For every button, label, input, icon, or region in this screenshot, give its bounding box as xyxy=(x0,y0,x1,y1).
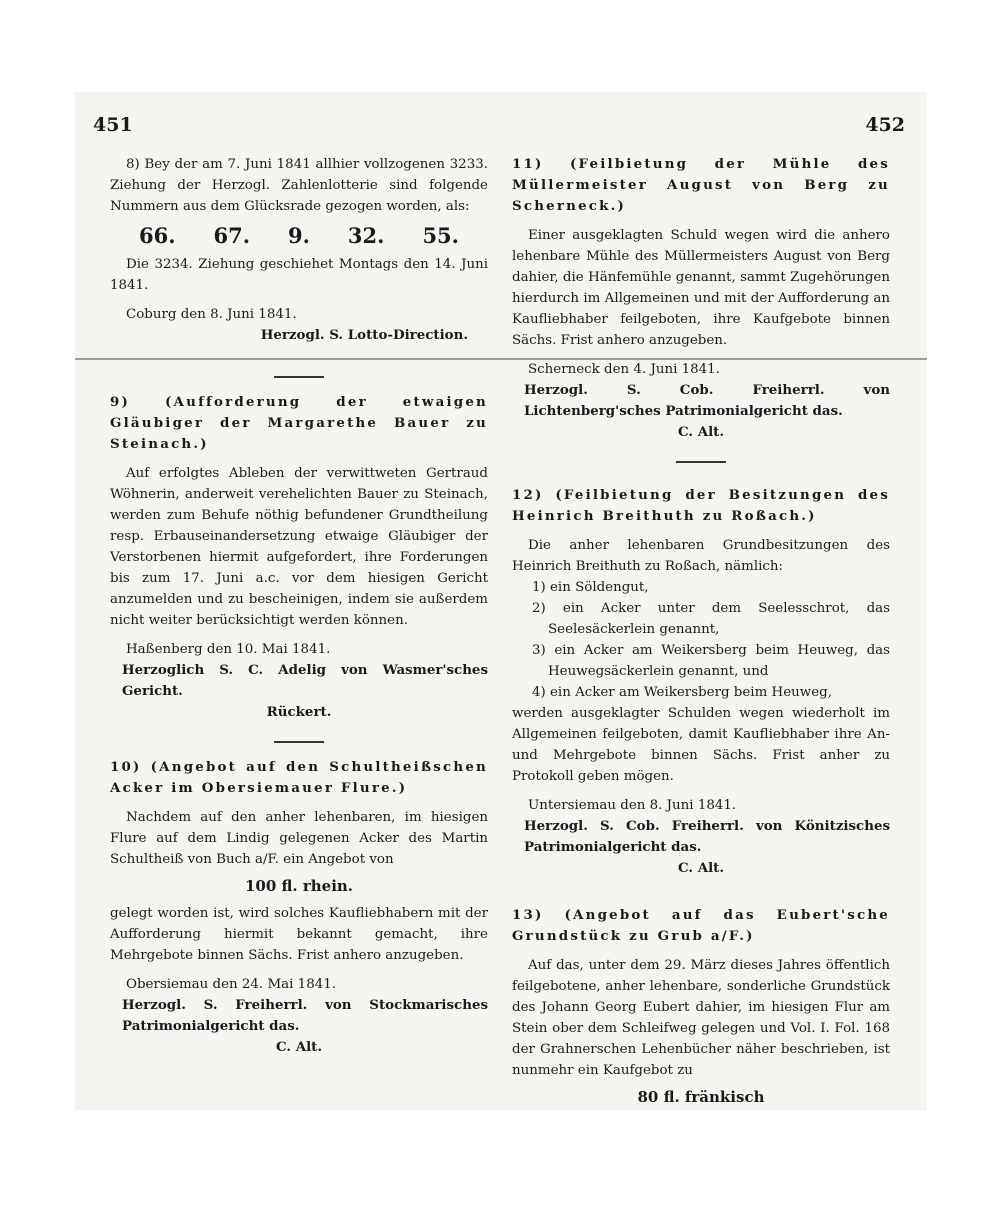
separator-rule xyxy=(676,461,726,463)
notice-10-amount: 100 fl. rhein. xyxy=(244,877,354,895)
notice-12-title: 12) (Feilbietung der Besitzungen des Heinrich Breithuth zu Roßach.) xyxy=(512,487,890,524)
notice-8-place: Coburg den 8. Juni 1841. xyxy=(126,307,297,322)
notice-13-body: Auf das, unter dem 29. März dieses Jahres öffentlich feilgebotene, anher lehenbare, sonderliche Grundstück des Johann Georg Eubert dahier, im hiesigen Flur am Stein ober dem Schleifweg gelegen und Vol. I. Fol. 168 der Grahnerschen Lehenbücher näher beschrieben, ist nunmehr ein Kaufgebot zu xyxy=(512,958,890,1078)
list-item: 2) ein Acker unter dem Seelesschrot, das Seelesäckerlein genannt, xyxy=(532,601,890,637)
notice-13-title: 13) (Angebot auf das Eubert'sche Grundstück zu Grub a/F.) xyxy=(512,907,890,944)
notice-10-body: Nachdem auf den anher lehenbaren, im hiesigen Flure auf dem Lindig gelegenen Acker des Martin Schultheiß von Buch a/F. ein Angebot von xyxy=(110,810,488,867)
lottery-numbers xyxy=(120,225,478,246)
notice-9 xyxy=(110,392,488,723)
notice-9-title: 9) (Aufforderung der etwaigen Gläubiger der Margarethe Bauer zu Steinach.) xyxy=(110,394,488,452)
lottery-number: 67. xyxy=(213,223,251,248)
notice-11-signature: C. Alt. xyxy=(677,424,725,440)
notice-13-amount: 80 fl. fränkisch xyxy=(637,1088,765,1106)
list-item: 1) ein Söldengut, xyxy=(532,580,649,595)
lottery-number: 9. xyxy=(288,223,310,248)
notice-11-place: Scherneck den 4. Juni 1841. xyxy=(528,362,720,377)
lottery-number: 32. xyxy=(347,223,385,248)
notice-8-text2: Die 3234. Ziehung geschiehet Montags den 14. Juni 1841. xyxy=(110,257,488,293)
page-number-left: 451 xyxy=(93,114,133,136)
notice-9-place: Haßenberg den 10. Mai 1841. xyxy=(126,642,331,657)
notice-10-title: 10) (Angebot auf den Schultheißschen Acker im Obersiemauer Flure.) xyxy=(110,759,488,796)
notice-8 xyxy=(110,154,488,346)
notice-10-signature: C. Alt. xyxy=(275,1039,323,1055)
notice-12 xyxy=(512,485,890,879)
notice-12-body: Die anher lehenbaren Grundbesitzungen des Heinrich Breithuth zu Roßach, nämlich: xyxy=(512,538,890,574)
notice-11-title: 11) (Feilbietung der Mühle des Müllermeister August von Berg zu Scherneck.) xyxy=(512,156,890,214)
notice-12-list xyxy=(512,577,890,703)
page-number-right: 452 xyxy=(865,114,905,136)
notice-9-authority: Herzoglich S. C. Adelig von Wasmer'sches Gericht. xyxy=(122,662,488,699)
separator-rule xyxy=(274,741,324,743)
notice-10-place: Obersiemau den 24. Mai 1841. xyxy=(126,977,337,992)
list-item: 3) ein Acker am Weikersberg beim Heuweg, das Heuwegsäckerlein genannt, und xyxy=(532,643,890,679)
notice-12-signature: C. Alt. xyxy=(677,860,725,876)
left-column xyxy=(110,154,488,1058)
notice-10-authority: Herzogl. S. Freiherrl. von Stockmarisches Patrimonialgericht das. xyxy=(122,997,488,1034)
notice-12-place: Untersiemau den 8. Juni 1841. xyxy=(528,798,737,813)
notice-13 xyxy=(512,905,890,1108)
lottery-number: 66. xyxy=(138,223,176,248)
separator-rule xyxy=(274,376,324,378)
notice-11-body: Einer ausgeklagten Schuld wegen wird die anhero lehenbare Mühle des Müllermeisters August von Berg dahier, die Hänfemühle genannt, sammt Zugehörungen hierdurch im Allgemeinen und mit der Aufforderung an Kaufliebhaber feilgeboten, ihre Kaufgebote binnen Sächs. Frist anhero anzugeben. xyxy=(512,228,890,348)
notice-11-authority: Herzogl. S. Cob. Freiherrl. von Lichtenberg'sches Patrimonialgericht das. xyxy=(524,382,890,419)
list-item: 4) ein Acker am Weikersberg beim Heuweg, xyxy=(532,685,832,700)
notice-9-body: Auf erfolgtes Ableben der verwittweten Gertraud Wöhnerin, anderweit verehelichten Bauer zu Steinach, werden zum Behufe nöthig befundener Grundtheilung resp. Erbauseinandersetzung etwaige Gläubiger der Verstorbenen hiermit aufgefordert, ihre Forderungen bis zum 17. Juni a.c. vor dem hiesigen Gericht anzumelden und zu bescheinigen, indem sie außerdem nicht weiter berücksichtigt werden können. xyxy=(110,466,488,628)
newspaper-page xyxy=(75,92,927,1110)
notice-9-signature: Rückert. xyxy=(266,704,332,720)
notice-10 xyxy=(110,757,488,1058)
notice-8-text: 8) Bey der am 7. Juni 1841 allhier vollzogenen 3233. Ziehung der Herzogl. Zahlenlotterie sind folgende Nummern aus dem Glücksrade gezogen worden, als: xyxy=(110,157,488,214)
notice-10-body2: gelegt worden ist, wird solches Kaufliebhabern mit der Aufforderung hiermit bekannt gemacht, ihre Mehrgebote binnen Sächs. Frist anhero anzugeben. xyxy=(110,906,488,963)
right-column xyxy=(512,154,890,1110)
lottery-number: 55. xyxy=(422,223,459,248)
notice-12-body2: werden ausgeklagter Schulden wegen wiederholt im Allgemeinen feilgeboten, damit Kaufliebhaber ihre An- und Mehrgebote binnen Sächs. Frist anher zu Protokoll geben mögen. xyxy=(512,706,890,784)
notice-12-authority: Herzogl. S. Cob. Freiherrl. von Könitzisches Patrimonialgericht das. xyxy=(524,818,890,855)
notice-11 xyxy=(512,154,890,443)
notice-8-authority: Herzogl. S. Lotto-Direction. xyxy=(260,327,468,343)
